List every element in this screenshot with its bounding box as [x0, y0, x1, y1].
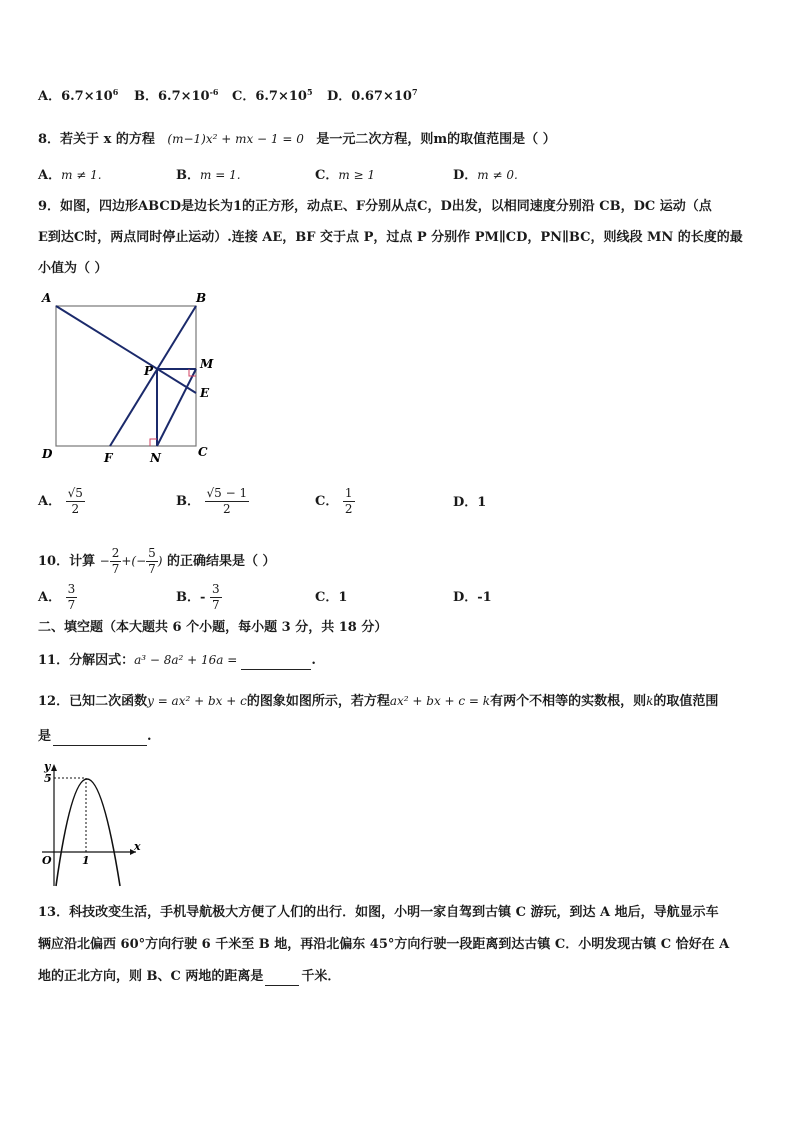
- q10-stem: 10．计算 − $\frac{2}{7}$ +(− $\frac{5}{7}$ ) 的正确结果是（ ）: [38, 546, 276, 576]
- q12-equation: ax² + bx + c = k: [389, 694, 491, 708]
- label-p: P: [144, 364, 154, 378]
- section-heading: 二、填空题（本大题共 6 个小题，每小题 3 分，共 18 分）: [38, 620, 388, 635]
- q9-square-figure: [38, 288, 228, 466]
- q9-stem-line2: E到达C时，两点同时停止运动）.连接 AE，BF 交于点 P，过点 P 分别作 PM∥CD，PN∥BC，则线段 MN 的长度的最: [38, 230, 743, 245]
- q9-stem-line3: 小值为（ ）: [38, 261, 108, 276]
- q9-option-c: C． $\frac{1}{2}$: [315, 486, 353, 516]
- q11-expression: a³ − 8a² + 16a =: [134, 653, 238, 667]
- label-e: E: [200, 386, 210, 400]
- q12-parabola-graph: [36, 760, 146, 888]
- q11-stem: 11．分解因式：a³ − 8a² + 16a = .: [38, 653, 316, 668]
- q12-function: y = ax² + bx + c: [147, 694, 247, 708]
- q8-stem: 8．若关于 x 的方程 (m−1)x² + mx − 1 = 0 是一元二次方程，则m的取值范围是（ ）: [38, 132, 556, 147]
- answer-blank: [265, 971, 299, 986]
- label-b: B: [196, 291, 207, 305]
- origin-label: O: [42, 854, 52, 867]
- q10-option-c: C．1: [315, 590, 348, 605]
- q8-option-b: B．m = 1.: [176, 168, 241, 183]
- q9-option-a: A． $\frac{√5}{2}$: [38, 486, 83, 516]
- label-m: M: [200, 357, 214, 371]
- q7-option-b: B．$6.7\times 10^{-6}$: [134, 87, 219, 104]
- q9-option-d: D．1: [453, 495, 487, 510]
- fraction: $\frac{2}{7}$: [111, 546, 120, 576]
- q10-option-b: B．- $\frac{3}{7}$: [176, 582, 220, 612]
- q13-stem-line2: 辆应沿北偏西 60°方向行驶 6 千米至 B 地，再沿北偏东 45°方向行驶一段距离到达古镇 C．小明发现古镇 C 恰好在 A: [38, 937, 730, 952]
- q7-option-c: C．$6.7\times 10^5$: [232, 87, 313, 104]
- parabola-curve: [56, 779, 120, 886]
- fraction: $\frac{3}{7}$: [67, 582, 76, 612]
- q8-equation: (m−1)x² + mx − 1 = 0: [167, 132, 304, 146]
- label-d: D: [42, 447, 53, 461]
- segment-ae: [56, 306, 196, 393]
- label-n: N: [150, 451, 161, 465]
- answer-blank: [53, 731, 147, 746]
- q13-stem-line3: 地的正北方向，则 B、C 两地的距离是 千米．: [38, 969, 341, 984]
- fraction: $\frac{√5 - 1}{2}$: [206, 486, 248, 516]
- label-a: A: [42, 291, 52, 305]
- right-angle-mark-n: [150, 439, 157, 446]
- x-axis-label: x: [134, 840, 141, 853]
- q10-option-d: D．-1: [453, 590, 492, 605]
- fraction: $\frac{3}{7}$: [211, 582, 220, 612]
- q10-option-a: A． $\frac{3}{7}$: [38, 582, 76, 612]
- square-abcd: [56, 306, 196, 446]
- q8-option-d: D．m ≠ 0.: [453, 168, 518, 183]
- q7-option-a: A．$6.7\times 10^6$: [38, 87, 119, 104]
- y-axis-label: y: [44, 760, 51, 773]
- q7-option-d: D．$0.67\times 10^7$: [327, 87, 418, 104]
- q8-option-c: C．m ≥ 1: [315, 168, 376, 183]
- tick-label-1: 1: [82, 854, 90, 867]
- label-f: F: [104, 451, 113, 465]
- q9-stem-line1: 9．如图，四边形ABCD是边长为1的正方形，动点E、F分别从点C，D出发，以相同速度分别沿 CB，DC 运动（点: [38, 199, 712, 214]
- fraction: $\frac{1}{2}$: [344, 486, 353, 516]
- tick-label-5: 5: [44, 772, 52, 785]
- q12-stem-line2: 是 .: [38, 729, 152, 744]
- q9-option-b: B． $\frac{√5 - 1}{2}$: [176, 486, 248, 516]
- q12-stem-line1: 12．已知二次函数y = ax² + bx + c的图象如图所示，若方程ax² + bx + c = k有两个不相等的实数根，则k的取值范围: [38, 694, 719, 709]
- fraction: $\frac{√5}{2}$: [67, 486, 83, 516]
- answer-blank: [241, 655, 311, 670]
- fraction: $\frac{5}{7}$: [148, 546, 156, 576]
- y-axis-arrow: [51, 764, 57, 771]
- q13-stem-line1: 13．科技改变生活，手机导航极大方便了人们的出行．如图，小明一家自驾到古镇 C 游玩，到达 A 地后，导航显示车: [38, 905, 719, 920]
- label-c: C: [198, 445, 208, 459]
- q8-option-a: A．m ≠ 1.: [38, 168, 102, 183]
